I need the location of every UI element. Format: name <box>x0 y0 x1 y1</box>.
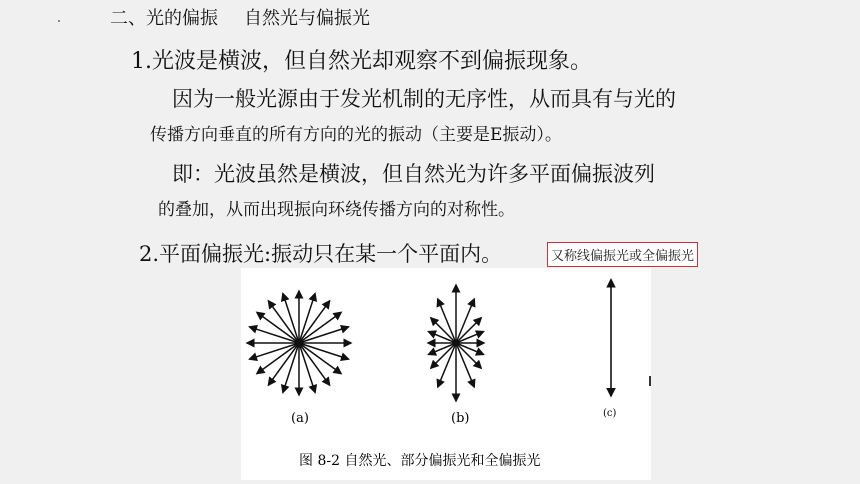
point-1-title: 1.光波是横波，但自然光却观察不到偏振现象。 <box>131 49 592 74</box>
polarization-figure <box>241 268 651 480</box>
vibration-arrow <box>456 318 481 343</box>
vibration-arrow <box>257 312 299 343</box>
vibration-arrow <box>299 327 349 343</box>
vibration-arrow <box>283 343 299 393</box>
paragraph-2-line-2: 的叠加，从而出现振向环绕传播方向的对称性。 <box>158 200 515 220</box>
vibration-arrow <box>299 312 341 343</box>
dot-mark <box>58 20 60 22</box>
center-dot <box>453 340 459 346</box>
section-heading <box>110 4 370 30</box>
vibration-arrow <box>299 301 330 343</box>
point-2-title: 2.平面偏振光:振动只在某一个平面内。 <box>139 242 503 266</box>
partial-polarization-diagram <box>428 285 484 401</box>
paragraph-1-line-1: 因为一般光源由于发光机制的无序性，从而具有与光的 <box>172 87 676 111</box>
figure-caption: 图 8-2 自然光、部分偏振光和全偏振光 <box>299 453 541 469</box>
vibration-arrow <box>299 294 315 344</box>
vibration-arrow <box>299 343 315 393</box>
label-a: (a) <box>291 411 309 426</box>
vibration-arrow <box>299 343 341 374</box>
vibration-arrow <box>250 343 300 359</box>
natural-light-diagram <box>247 291 351 395</box>
vibration-arrow <box>250 327 300 343</box>
figure-diagram <box>241 268 651 480</box>
vibration-arrow <box>268 343 299 385</box>
annotation-box: 又称线偏振光或全偏振光 <box>547 242 698 267</box>
vibration-arrow <box>299 343 349 359</box>
subsection-title: 自然光与偏振光 <box>244 8 370 29</box>
paragraph-1-line-2: 传播方向垂直的所有方向的光的振动（主要是E振动）。 <box>150 125 562 145</box>
vibration-arrow <box>299 343 330 385</box>
vibration-arrow <box>283 294 299 344</box>
label-c: (c) <box>603 408 617 419</box>
vibration-arrow <box>431 318 456 343</box>
label-b: (b) <box>451 411 470 426</box>
vibration-arrow <box>456 343 481 368</box>
center-dot <box>296 340 302 346</box>
section-title: 二、光的偏振 <box>110 8 218 29</box>
paragraph-2-line-1: 即：光波虽然是横波，但自然光为许多平面偏振波列 <box>172 162 655 186</box>
vibration-arrow <box>431 343 456 368</box>
vibration-arrow <box>268 301 299 343</box>
vibration-arrow <box>257 343 299 374</box>
